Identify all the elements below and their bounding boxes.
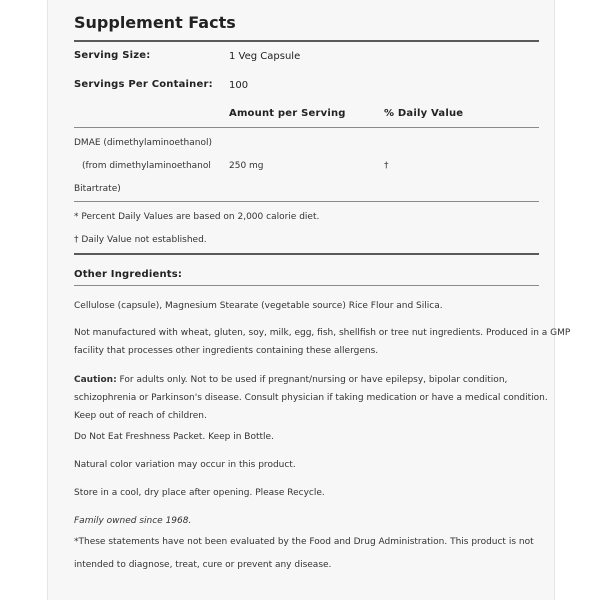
percent-daily-footnote: * Percent Daily Values are based on 2,000 calorie diet. — [74, 212, 320, 222]
storage-note: Store in a cool, dry place after opening. Please Recycle. — [74, 488, 325, 498]
allergen-statement-cont: facility that processes other ingredients containing these allergens. — [74, 346, 379, 356]
other-ingredients-heading: Other Ingredients: — [74, 269, 183, 280]
nutrient-source-cont: Bitartrate) — [74, 184, 121, 194]
servings-per-container-label: Servings Per Container: — [74, 79, 213, 90]
serving-size-value: 1 Veg Capsule — [229, 51, 301, 62]
amount-per-serving-header: Amount per Serving — [229, 108, 346, 119]
daily-value-header: % Daily Value — [384, 108, 464, 119]
caution-text-cont2: Keep out of reach of children. — [74, 411, 207, 421]
other-ingredients-list: Cellulose (capsule), Magnesium Stearate (vegetable source) Rice Flour and Silica. — [74, 301, 443, 311]
caution-text-cont: schizophrenia or Parkinson's disease. Consult physician if taking medication or have a medical condition. — [74, 393, 548, 403]
color-note: Natural color variation may occur in this product. — [74, 460, 296, 470]
fda-disclaimer: *These statements have not been evaluated by the Food and Drug Administration. This product is not — [74, 537, 534, 547]
nutrient-source: (from dimethylaminoethanol — [82, 161, 211, 171]
caution-text: For adults only. Not to be used if pregnant/nursing or have epilepsy, bipolar condition, — [119, 375, 508, 385]
page-title: Supplement Facts — [74, 13, 236, 32]
caution-label: Caution: — [74, 375, 117, 385]
nutrient-name: DMAE (dimethylaminoethanol) — [74, 138, 212, 148]
divider — [74, 253, 539, 255]
family-note: Family owned since 1968. — [74, 516, 192, 526]
divider — [74, 201, 539, 202]
nutrient-daily-value: † — [384, 161, 389, 171]
nutrient-amount: 250 mg — [229, 161, 264, 171]
caution-line — [74, 371, 507, 389]
serving-size-label: Serving Size: — [74, 50, 151, 61]
divider — [74, 127, 539, 128]
daily-value-footnote: † Daily Value not established. — [74, 235, 207, 245]
servings-per-container-value: 100 — [229, 80, 249, 91]
allergen-statement: Not manufactured with wheat, gluten, soy, milk, egg, fish, shellfish or tree nut ingredients. Produced in a GMP — [74, 328, 571, 338]
divider — [74, 40, 539, 42]
freshness-note: Do Not Eat Freshness Packet. Keep in Bottle. — [74, 432, 274, 442]
fda-disclaimer-cont: intended to diagnose, treat, cure or prevent any disease. — [74, 560, 332, 570]
divider — [74, 285, 539, 286]
